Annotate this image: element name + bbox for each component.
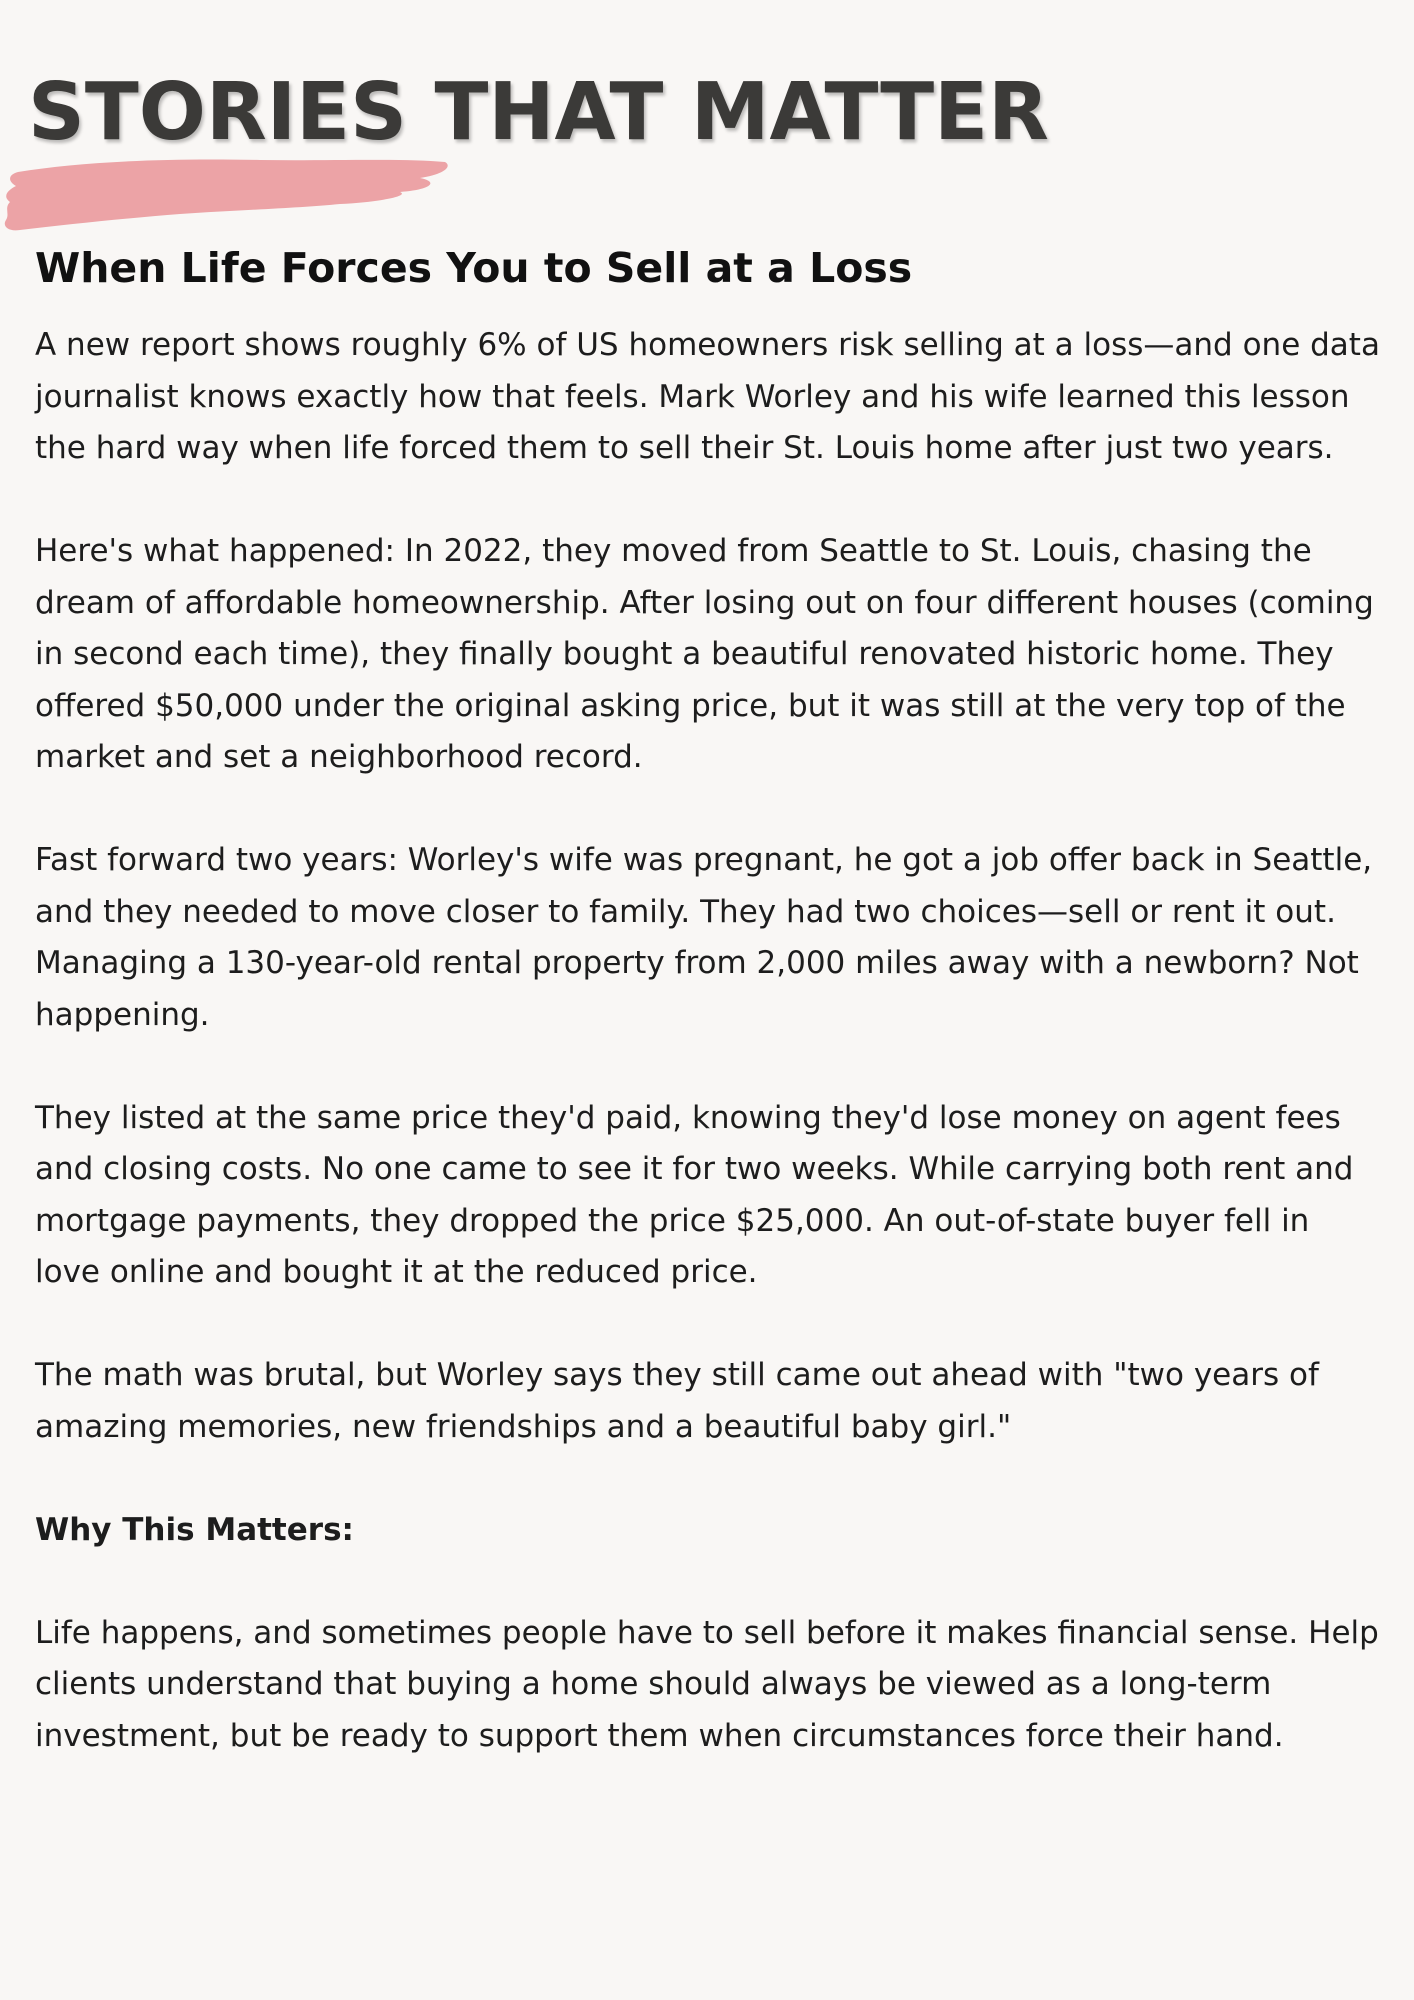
article-paragraph: Here's what happened: In 2022, they moved from Seattle to St. Louis, chasing the dream of affordable homeownership. After losing out on four different houses (coming in second each time), they finally bought a beautiful renovated historic home. They offered $50,000 under the original asking price, but it was still at the very top of the market and set a neighborhood record. (35, 533, 1374, 775)
article-paragraph: Fast forward two years: Worley's wife was pregnant, he got a job offer back in Seattle, and they needed to move closer to family. They had two choices—sell or rent it out. Managing a 130-year-old rental property from 2,000 miles away with a newborn? Not happening. (35, 842, 1373, 1033)
article-paragraph: They listed at the same price they'd paid, knowing they'd lose money on agent fees and closing costs. No one came to see it for two weeks. While carrying both rent and mortgage payments, they dropped the price $25,000. An out-of-state buyer fell in love online and bought it at the reduced price. (35, 1099, 1354, 1290)
article-title: When Life Forces You to Sell at a Loss (35, 244, 913, 292)
article-paragraph: A new report shows roughly 6% of US homeowners risk selling at a loss—and one data journalist knows exactly how that feels. Mark Worley and his wife learned this lesson the hard way when life forced them to sell their St. Louis home after just two years. (35, 327, 1380, 466)
article-paragraph: The math was brutal, but Worley says they still came out ahead with "two years of amazing memories, new friendships and a beautiful baby girl." (35, 1357, 1319, 1445)
article-body (35, 320, 1380, 1814)
pink-brush-stroke (0, 150, 460, 250)
masthead-title: STORIES THAT MATTER (28, 66, 1049, 158)
why-this-matters-paragraph: Life happens, and sometimes people have to sell before it makes financial sense. Help clients understand that buying a home should always be viewed as a long-term investment, but be ready to support them when circumstances force their hand. (35, 1614, 1379, 1754)
why-this-matters-heading: Why This Matters: (35, 1511, 354, 1548)
